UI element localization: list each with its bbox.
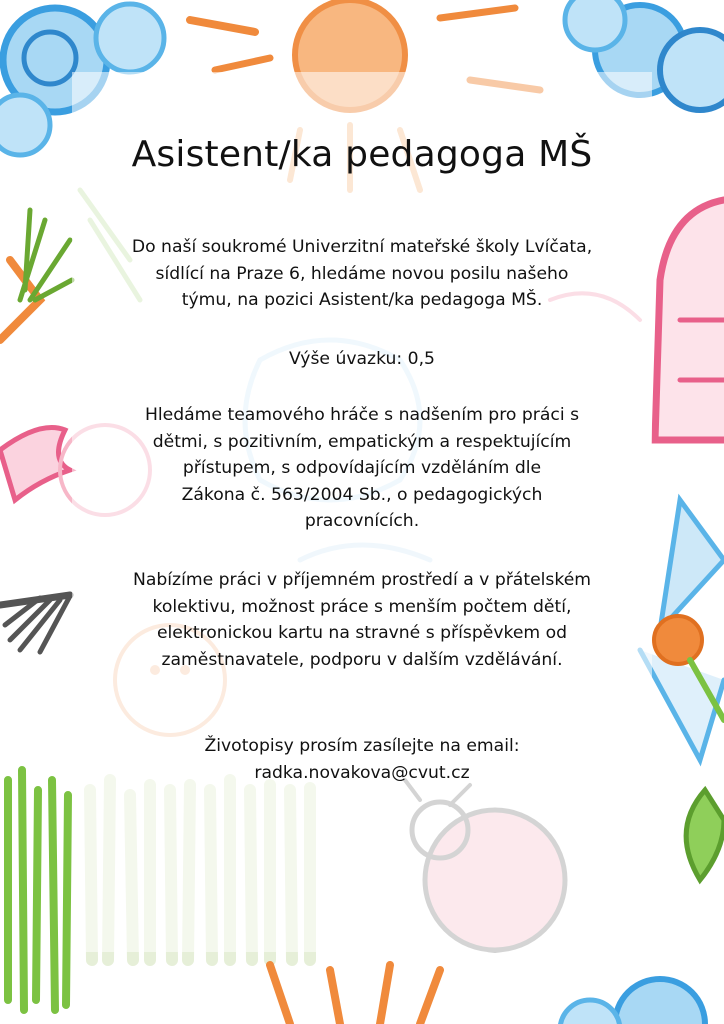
- offer-line: zaměstnavatele, podporu v dalším vzdělávání.: [161, 649, 563, 670]
- offer-line: Nabízíme práci v příjemném prostředí a v přátelském: [132, 570, 592, 590]
- workload-text: Výše úvazku: 0,5: [289, 349, 435, 369]
- requirements-line: pracovnících.: [304, 511, 420, 531]
- intro-line: Do naší soukromé Univerzitní mateřské školy Lvíčata,: [131, 237, 593, 257]
- rake: [0, 595, 70, 652]
- contact-paragraph: [92, 733, 632, 786]
- offer-line: kolektivu, možnost práce s menším počtem dětí,: [152, 596, 572, 617]
- intro-line: sídlící na Praze 6, hledáme novou posilu našeho: [155, 263, 569, 284]
- contact-email[interactable]: radka.novakova@cvut.cz: [254, 762, 470, 783]
- blue-daisy: [640, 500, 724, 760]
- intro-line: týmu, na pozici Asistent/ka pedagoga MŠ.: [181, 290, 543, 310]
- bottom-sun-rays: [270, 965, 440, 1024]
- requirements-paragraph: [92, 402, 632, 535]
- offer-paragraph: [92, 567, 632, 673]
- blue-flowers-bottom: [560, 979, 705, 1024]
- requirements-line: Hledáme teamového hráče s nadšením pro práci s: [144, 405, 580, 425]
- contact-label: Životopisy prosím zasílejte na email:: [204, 736, 520, 756]
- green-leaf: [686, 790, 724, 880]
- requirements-line: dětmi, s pozitivním, empatickým a respektujícím: [152, 431, 572, 452]
- requirements-line: přístupem, s odpovídajícím vzděláním dle: [182, 458, 542, 478]
- requirements-line: Zákona č. 563/2004 Sb., o pedagogických: [181, 484, 543, 505]
- workload-paragraph: [92, 346, 632, 373]
- offer-line: elektronickou kartu na stravné s příspěvkem od: [156, 623, 568, 643]
- page-title: Asistent/ka pedagoga MŠ: [131, 134, 593, 175]
- intro-paragraph: [92, 234, 632, 314]
